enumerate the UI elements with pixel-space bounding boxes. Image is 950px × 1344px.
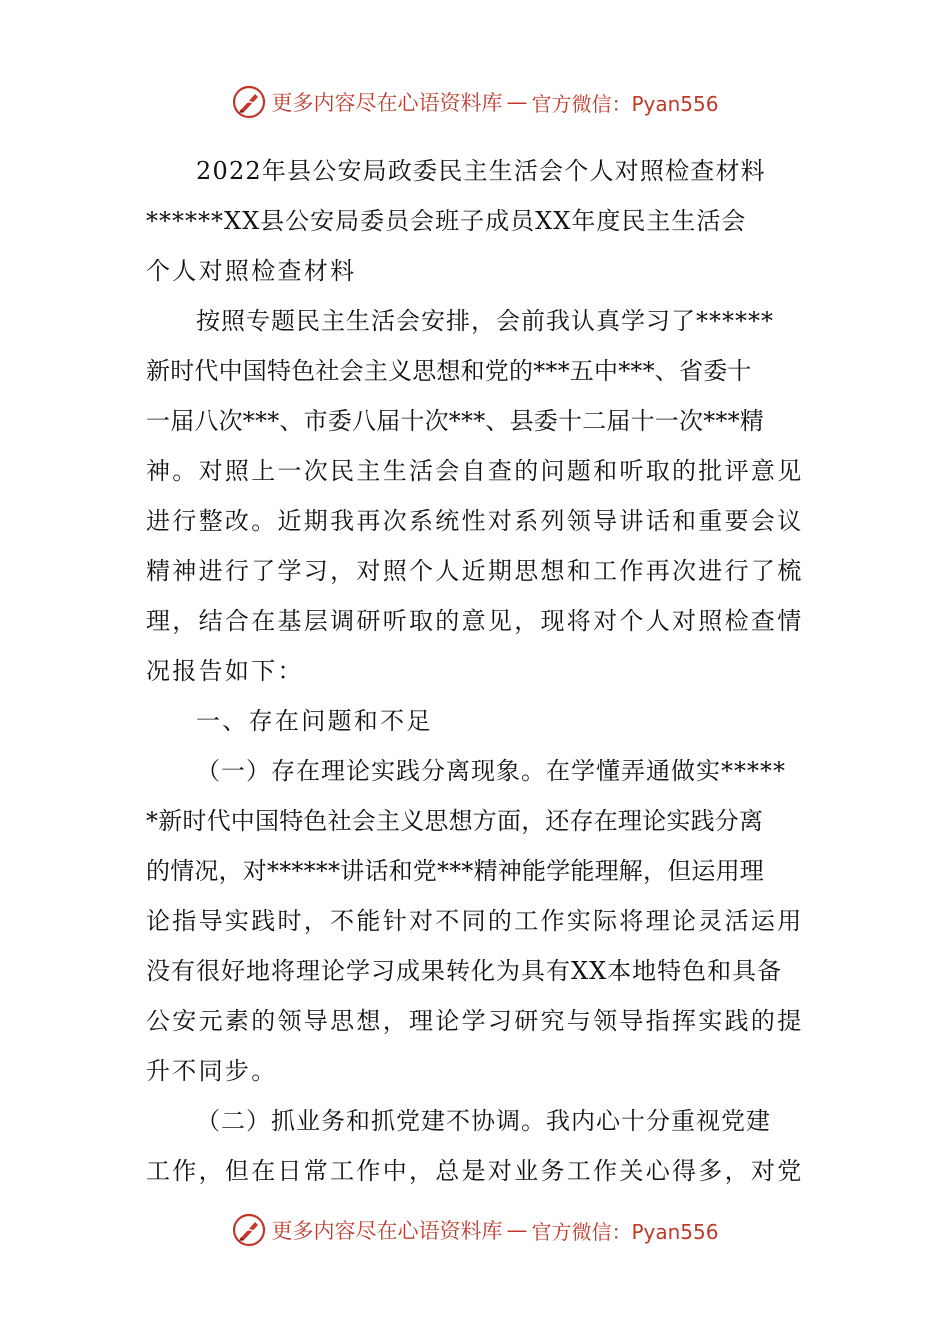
watermark-footer [0,1210,950,1250]
paragraph-intro-line: 一届八次***、市委八届十次***、县委十二届十一次***精 [146,407,764,435]
pen-logo-icon [231,1212,267,1248]
watermark-site-name: 更多内容尽在心语资料库 [271,1219,503,1243]
document-body [146,146,806,1196]
paragraph-issue-1-line: 升不同步。 [146,1057,278,1085]
paragraph-issue-1-line: 的情况，对******讲话和党***精神能学能理解，但运用理 [146,857,764,885]
paragraph-intro-line: 神。对照上一次民主生活会自查的问题和听取的批评意见 [146,457,804,485]
paragraph-intro-line: 新时代中国特色社会主义思想和党的***五中***、省委十 [146,357,752,385]
pen-logo-icon [231,84,267,120]
paragraph-intro-line: 进行整改。近期我再次系统性对系列领导讲话和重要会议 [146,507,804,535]
paragraph-issue-1-line: （一）存在理论实践分离现象。在学懂弄通做实***** [196,757,786,785]
paragraph-issue-1-line: 论指导实践时，不能针对不同的工作实际将理论灵活运用 [146,907,804,935]
paragraph-issue-1-line: 没有很好地将理论学习成果转化为具有XX本地特色和具备 [146,957,783,985]
watermark-wechat: 官方微信：Pyan556 [531,1219,719,1244]
paragraph-issue-1-line: *新时代中国特色社会主义思想方面，还存在理论实践分离 [146,807,764,835]
paragraph-intro-line: 理，结合在基层调研听取的意见，现将对个人对照检查情 [146,607,804,635]
watermark-site-name: 更多内容尽在心语资料库 [271,91,503,115]
document-subtitle-line-1: ******XX县公安局委员会班子成员XX年度民主生活会 [146,207,747,235]
document-title: 2022年县公安局政委民主生活会个人对照检查材料 [196,157,766,185]
document-subtitle-line-2: 个人对照检查材料 [146,257,357,285]
paragraph-issue-2-line: 工作，但在日常工作中，总是对业务工作关心得多，对党 [146,1157,804,1185]
section-heading: 一、存在问题和不足 [196,707,433,735]
paragraph-issue-2-line: （二）抓业务和抓党建不协调。我内心十分重视党建 [196,1107,771,1135]
paragraph-intro-line: 按照专题民主生活会安排，会前我认真学习了****** [196,307,774,335]
watermark-header [0,82,950,122]
watermark-separator: — [506,90,528,114]
paragraph-intro-line: 精神进行了学习，对照个人近期思想和工作再次进行了梳 [146,557,804,585]
paragraph-issue-1-line: 公安元素的领导思想，理论学习研究与领导指挥实践的提 [146,1007,804,1035]
paragraph-intro-line: 况报告如下： [146,657,304,685]
watermark-separator: — [506,1218,528,1242]
watermark-wechat: 官方微信：Pyan556 [531,91,719,116]
